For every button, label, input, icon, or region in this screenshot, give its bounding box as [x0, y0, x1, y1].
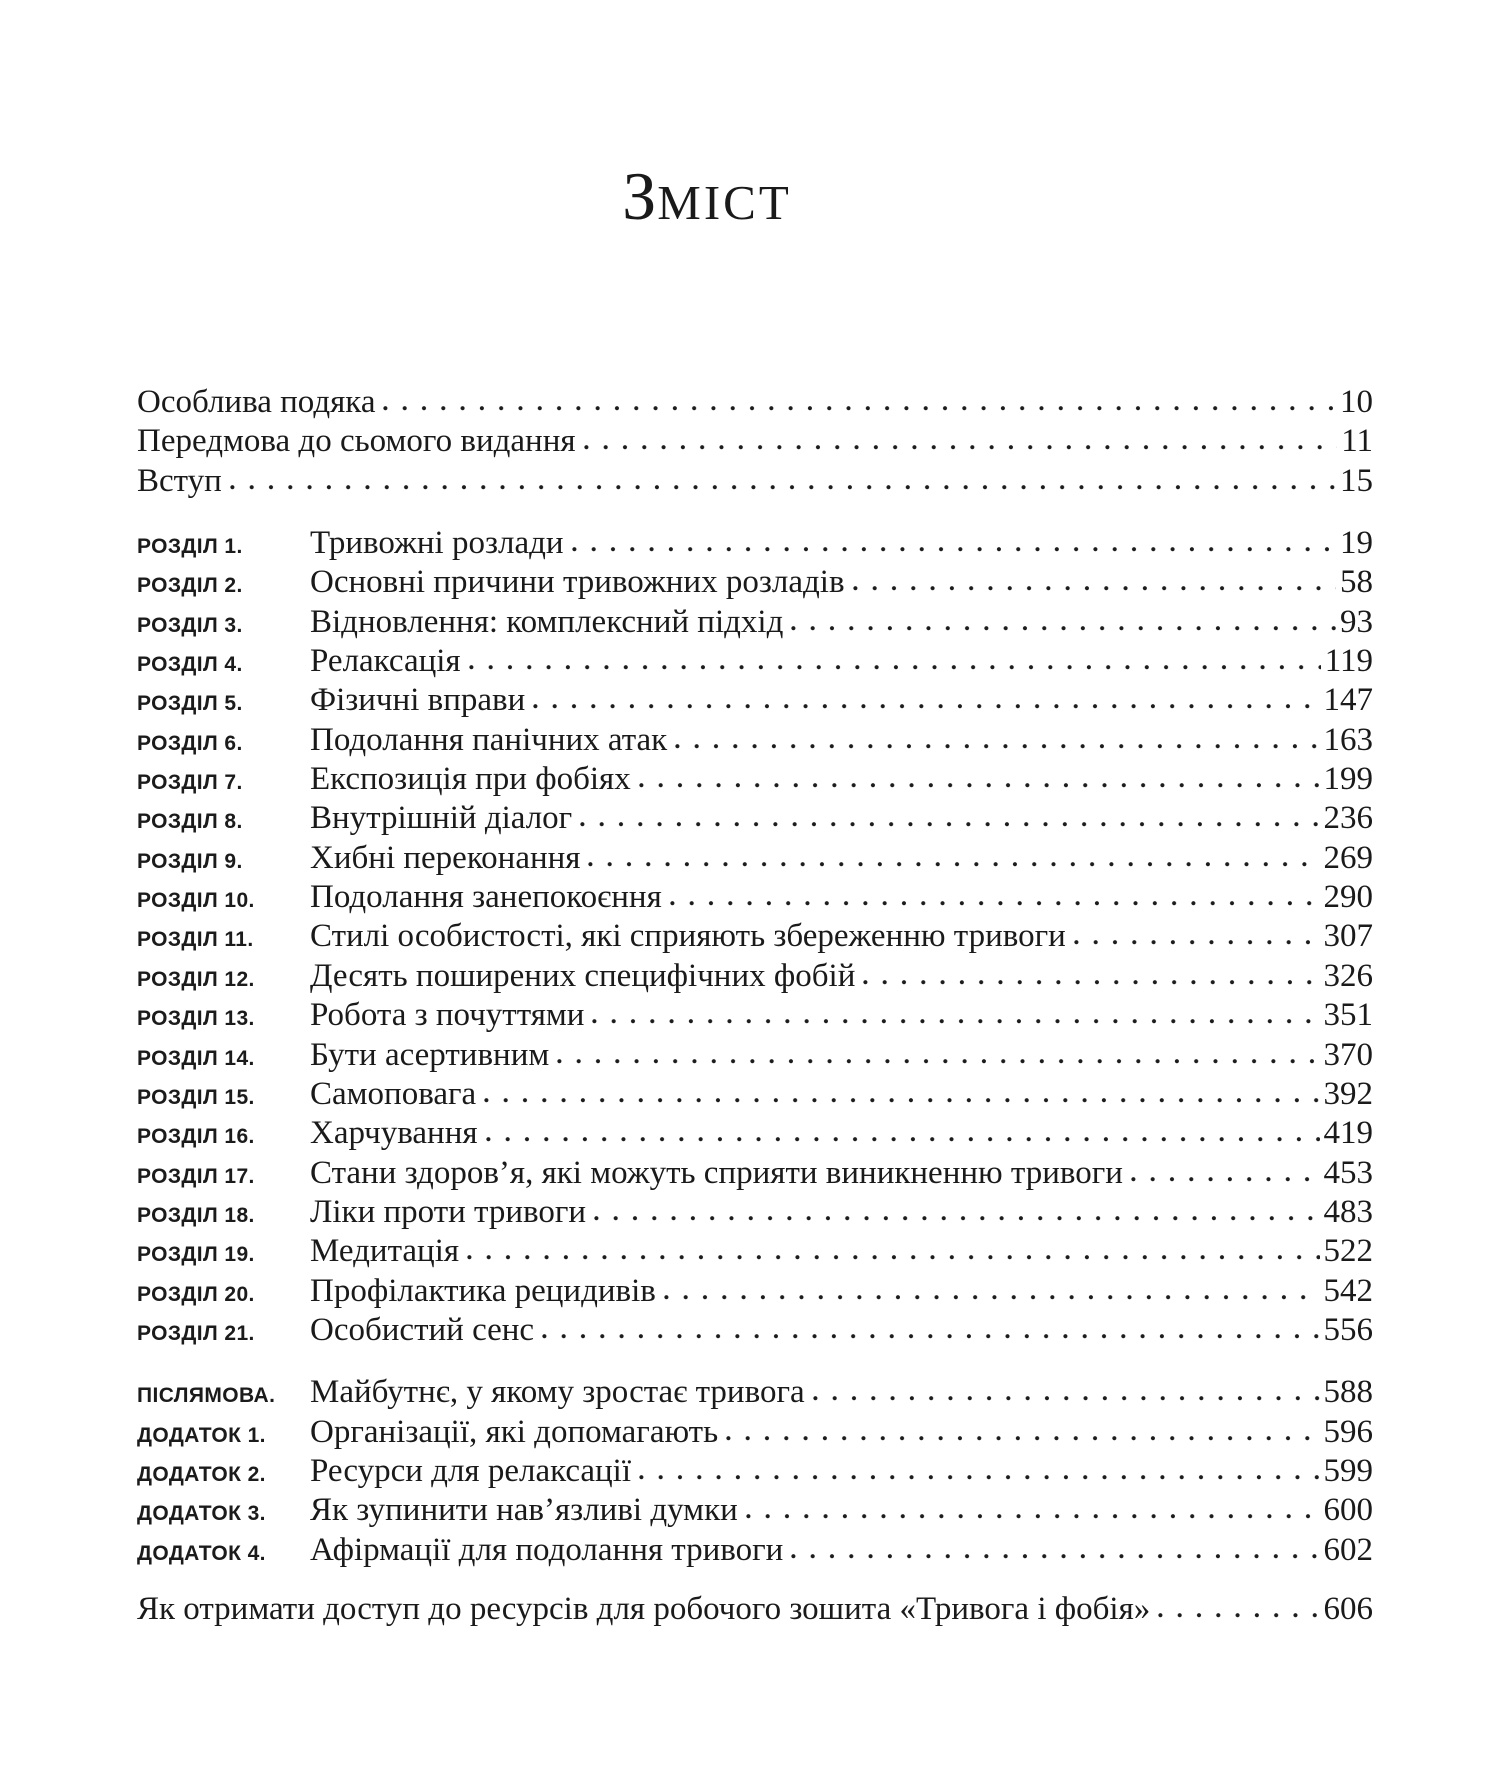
back-matter-section — [137, 1373, 1373, 1570]
toc-entry — [137, 996, 1373, 1035]
toc-entry — [137, 1311, 1373, 1350]
dot-leader — [863, 979, 1319, 986]
toc-entry-label: РОЗДІЛ 8. — [137, 810, 243, 834]
toc-entry — [137, 721, 1373, 760]
dot-leader — [670, 900, 1320, 907]
toc-entry-label: РОЗДІЛ 15. — [137, 1085, 255, 1109]
toc-entry — [137, 917, 1373, 956]
toc-entry-title: Як зупинити нав’язливі думки — [310, 1492, 738, 1529]
toc-entry-title: Десять поширених специфічних фобій — [310, 957, 856, 994]
toc-entry-title: Особистий сенс — [310, 1311, 535, 1348]
dot-leader — [383, 405, 1336, 412]
toc-entry-label: РОЗДІЛ 14. — [137, 1046, 255, 1070]
toc-entry-page: 19 — [1340, 525, 1373, 562]
toc-entry-page: 147 — [1323, 682, 1373, 719]
toc-entry — [137, 524, 1373, 563]
toc-entry-page: 326 — [1323, 957, 1373, 994]
toc-entry-title: Хибні переконання — [310, 839, 581, 876]
dot-leader — [584, 444, 1338, 451]
dot-leader — [533, 703, 1319, 710]
page-title-rest: МІСТ — [657, 175, 792, 230]
toc-entry-label: РОЗДІЛ 17. — [137, 1164, 255, 1188]
dot-leader — [469, 664, 1321, 671]
toc-entry-page: 556 — [1323, 1311, 1373, 1348]
toc-entry-title: Майбутнє, у якому зростає тривога — [310, 1374, 805, 1411]
toc-entry-label: РОЗДІЛ 7. — [137, 771, 243, 795]
page-title — [0, 156, 1461, 236]
resources-access-entry — [137, 1590, 1373, 1629]
toc-entry-page: 119 — [1324, 643, 1373, 680]
toc-entry-title: Відновлення: комплексний підхід — [310, 603, 784, 640]
toc-entry-title: Робота з почуттями — [310, 997, 585, 1034]
toc-entry-title: Харчування — [310, 1115, 478, 1152]
toc-entry-title: Ресурси для релаксації — [310, 1452, 632, 1489]
toc-entry-label: РОЗДІЛ 11. — [137, 928, 254, 952]
toc-entry-label: РОЗДІЛ 16. — [137, 1125, 255, 1149]
toc-entry-page: 163 — [1323, 721, 1373, 758]
toc-entry-label: ДОДАТОК 1. — [137, 1423, 266, 1447]
toc-entry-label: РОЗДІЛ 3. — [137, 613, 243, 637]
dot-leader — [639, 782, 1320, 789]
toc-entry-page: 602 — [1323, 1531, 1373, 1568]
toc-entry — [137, 1154, 1373, 1193]
toc-entry-label: РОЗДІЛ 5. — [137, 692, 243, 716]
toc-entry-title: Бути асертивним — [310, 1036, 550, 1073]
toc-entry-label: РОЗДІЛ 1. — [137, 535, 243, 559]
toc-entry-title: Основні причини тривожних розладів — [310, 564, 845, 601]
toc-entry-page: 599 — [1323, 1452, 1373, 1489]
dot-leader — [813, 1395, 1320, 1402]
dot-leader — [557, 1058, 1319, 1065]
toc-entry-page: 392 — [1323, 1075, 1373, 1112]
toc-entry-page: 522 — [1323, 1233, 1373, 1270]
toc-entry — [137, 563, 1373, 602]
toc-entry-page: 351 — [1323, 997, 1373, 1034]
dot-leader — [675, 743, 1319, 750]
toc-entry-label: РОЗДІЛ 6. — [137, 731, 243, 755]
toc-entry-title: Організації, які допомагають — [310, 1413, 719, 1450]
toc-entry — [137, 681, 1373, 720]
dot-leader — [486, 1136, 1320, 1143]
toc-entry — [137, 760, 1373, 799]
toc-entry-title: Профілактика рецидивів — [310, 1272, 656, 1309]
dot-leader — [588, 861, 1319, 868]
toc-entry — [137, 1114, 1373, 1153]
toc-entry-title: Афірмації для подолання тривоги — [310, 1531, 784, 1568]
toc-entry-page: 93 — [1340, 603, 1373, 640]
toc-entry-page: 199 — [1323, 761, 1373, 798]
toc-entry — [137, 1413, 1373, 1452]
toc-entry-label: РОЗДІЛ 20. — [137, 1282, 255, 1306]
toc-entry — [137, 957, 1373, 996]
toc-entry-page: 588 — [1323, 1374, 1373, 1411]
toc-entry-title: Медитація — [310, 1233, 460, 1270]
dot-leader — [791, 625, 1336, 632]
dot-leader — [484, 1097, 1319, 1104]
toc-entry-label: РОЗДІЛ 2. — [137, 574, 243, 598]
toc-entry-page: 453 — [1323, 1154, 1373, 1191]
toc-entry-page: 236 — [1323, 800, 1373, 837]
toc-entry — [137, 839, 1373, 878]
toc-entry-label: РОЗДІЛ 12. — [137, 967, 255, 991]
toc-entry-title: Внутрішній діалог — [310, 800, 573, 837]
toc-entry-page: 370 — [1323, 1036, 1373, 1073]
dot-leader — [1074, 939, 1320, 946]
dot-leader — [726, 1435, 1319, 1442]
toc-entry-title: Експозиція при фобіях — [310, 761, 631, 798]
dot-leader — [592, 1018, 1319, 1025]
toc-entry-title: Фізичні вправи — [310, 682, 526, 719]
toc-entry — [137, 383, 1373, 422]
toc-entry-label: РОЗДІЛ 9. — [137, 849, 243, 873]
dot-leader — [791, 1553, 1319, 1560]
dot-leader — [664, 1294, 1320, 1301]
toc-entry-title: Подолання занепокоєння — [310, 879, 662, 916]
dot-leader — [594, 1215, 1319, 1222]
toc-entry-page: 290 — [1323, 879, 1373, 916]
toc-entry-label: ДОДАТОК 4. — [137, 1541, 266, 1565]
toc-entry-title: Як отримати доступ до ресурсів для робочого зошита «Тривога і фобія» — [137, 1590, 1151, 1627]
toc-entry-page: 542 — [1323, 1272, 1373, 1309]
toc-entry-label: РОЗДІЛ 13. — [137, 1007, 255, 1031]
toc-entry — [137, 1193, 1373, 1232]
chapters-section — [137, 524, 1373, 1350]
front-matter-section — [137, 383, 1373, 501]
toc-entry — [137, 1075, 1373, 1114]
toc-entry — [137, 1452, 1373, 1491]
dot-leader — [580, 821, 1319, 828]
toc-entry-page: 600 — [1323, 1492, 1373, 1529]
toc-entry-title: Вступ — [137, 462, 222, 499]
dot-leader — [853, 585, 1336, 592]
toc-entry-title: Передмова до сьомого видання — [137, 423, 576, 460]
toc-entry-label: РОЗДІЛ 10. — [137, 889, 255, 913]
toc-entry-label: ДОДАТОК 3. — [137, 1502, 266, 1526]
toc-entry-title: Самоповага — [310, 1075, 477, 1112]
page-title-initial: З — [622, 158, 658, 234]
toc-entry — [137, 1531, 1373, 1570]
toc-entry-title: Стани здоров’я, які можуть сприяти виникненню тривоги — [310, 1154, 1123, 1191]
toc-entry — [137, 878, 1373, 917]
toc-entry — [137, 1272, 1373, 1311]
dot-leader — [746, 1513, 1320, 1520]
toc-entry — [137, 603, 1373, 642]
toc-entry-page: 483 — [1323, 1193, 1373, 1230]
toc-entry — [137, 1373, 1373, 1412]
toc-entry — [137, 799, 1373, 838]
toc-entry-title: Тривожні розлади — [310, 525, 564, 562]
toc-entry-page: 10 — [1340, 384, 1373, 420]
dot-leader — [1131, 1176, 1320, 1183]
dot-leader — [542, 1333, 1319, 1340]
toc-entry-page: 15 — [1340, 462, 1373, 499]
toc-entry — [137, 1491, 1373, 1530]
toc-entry-page: 606 — [1323, 1590, 1373, 1627]
toc-entry — [137, 1036, 1373, 1075]
dot-leader — [639, 1474, 1319, 1481]
toc-entry-title: Подолання панічних атак — [310, 721, 668, 758]
dot-leader — [467, 1254, 1319, 1261]
toc-entry-page: 596 — [1323, 1413, 1373, 1450]
table-of-contents — [137, 383, 1373, 1629]
toc-entry-title: Стилі особистості, які сприяють збереженню тривоги — [310, 918, 1066, 955]
toc-entry-page: 419 — [1323, 1115, 1373, 1152]
toc-entry-title: Особлива подяка — [137, 384, 376, 420]
dot-leader — [1158, 1612, 1319, 1619]
toc-entry — [137, 422, 1373, 461]
toc-entry-page: 58 — [1340, 564, 1373, 601]
toc-entry-label: РОЗДІЛ 18. — [137, 1203, 255, 1227]
toc-entry-label: РОЗДІЛ 4. — [137, 653, 243, 677]
toc-entry — [137, 1232, 1373, 1271]
toc-entry-label: ПІСЛЯМОВА. — [137, 1384, 276, 1408]
toc-entry-page: 269 — [1323, 839, 1373, 876]
toc-entry-label: РОЗДІЛ 19. — [137, 1243, 255, 1267]
toc-entry — [137, 642, 1373, 681]
toc-entry-label: ДОДАТОК 2. — [137, 1462, 266, 1486]
toc-entry-page: 307 — [1323, 918, 1373, 955]
toc-entry — [137, 462, 1373, 501]
toc-entry-title: Ліки проти тривоги — [310, 1193, 587, 1230]
dot-leader — [230, 484, 1336, 491]
dot-leader — [572, 546, 1336, 553]
toc-entry-page: 11 — [1341, 423, 1373, 460]
toc-entry-label: РОЗДІЛ 21. — [137, 1321, 255, 1345]
toc-entry-title: Релаксація — [310, 643, 461, 680]
